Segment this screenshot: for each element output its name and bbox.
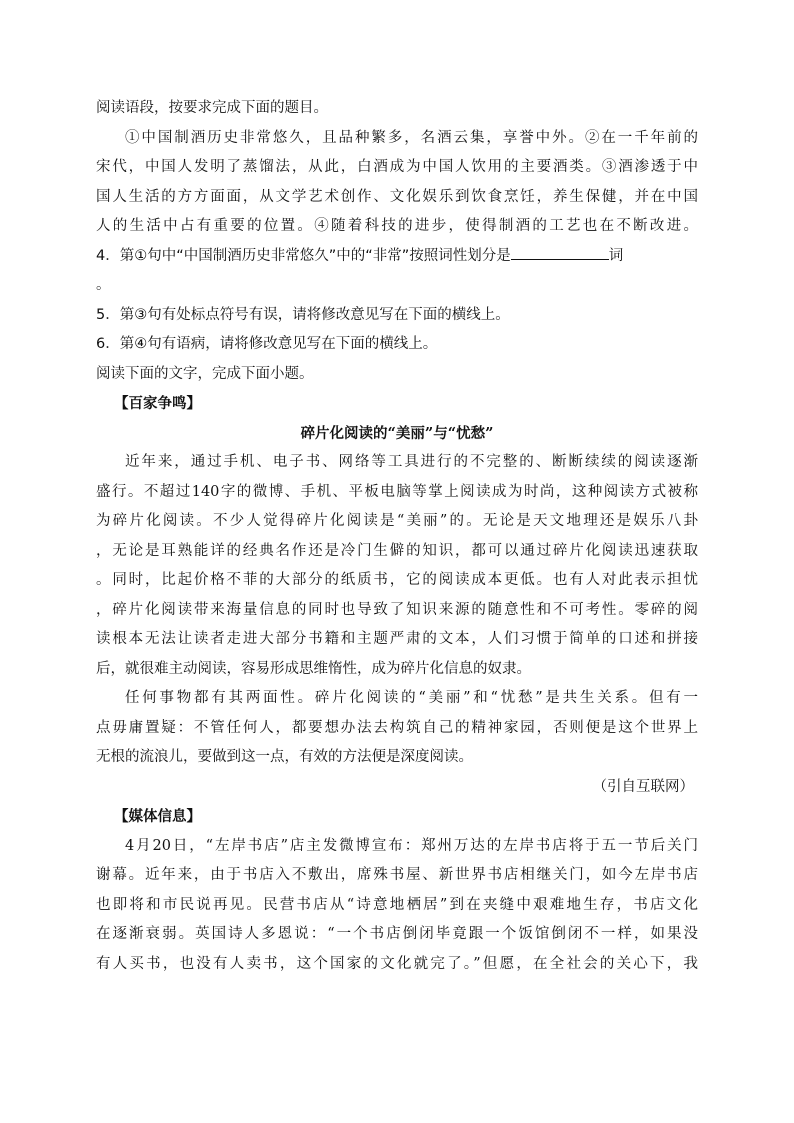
media-line: 在逐渐衰弱。英国诗人多恩说：“一个书店倒闭毕竟跟一个饭馆倒闭不一样，如果没 — [96, 926, 698, 942]
question-4 — [96, 242, 698, 272]
article-line: 近年来，通过手机、电子书、网络等工具进行的不完整的、断断续续的阅读逐渐 — [125, 454, 698, 470]
article-line: 点毋庸置疑：不管任何人，都要想办法去构筑自己的精神家园，否则便是这个世界上 — [96, 719, 698, 736]
section-tag-debate: 【百家争鸣】 — [114, 395, 201, 412]
section1-intro: 阅读语段，按要求完成下面的题目。 — [96, 100, 328, 116]
passage-line: 宋代，中国人发明了蒸馏法，从此，白酒成为中国人饮用的主要酒类。③酒渗透于中 — [96, 159, 698, 175]
media-line: 4月20日，“左岸书店”店主发微博宣布：郑州万达的左岸书店将于五一节后关门 — [125, 837, 698, 854]
question-5: 5．第③句有处标点符号有误，请将修改意见写在下面的横线上。 — [96, 306, 510, 323]
question-4-suffix: 词 — [608, 247, 624, 264]
article-line: 后，就很难主动阅读，容易形成思维惰性，成为碎片化信息的奴隶。 — [96, 660, 531, 677]
article-line: ，碎片化阅读带来海量信息的同时也导致了知识来源的随意性和不可考性。零碎的阅 — [96, 601, 698, 618]
passage-line: 国人生活的方方面面，从文学艺术创作、文化娱乐到饮食烹饪，养生保健，并在中国 — [96, 188, 698, 205]
article-line: 为碎片化阅读。不少人觉得碎片化阅读是“美丽”的。无论是天文地理还是娱乐八卦 — [96, 513, 698, 529]
question-4-end: 。 — [96, 277, 111, 293]
article-line: ，无论是耳熟能详的经典名作还是冷门生僻的知识，都可以通过碎片化阅读迅速获取 — [96, 542, 698, 559]
article-line: 读根本无法让读者走进大部分书籍和主题严肃的文本，人们习惯于简单的口述和拼接 — [96, 631, 698, 647]
document-page — [96, 94, 698, 979]
article-line: 无根的流浪儿，要做到这一点，有效的方法便是深度阅读。 — [96, 749, 473, 765]
article-title: 碎片化阅读的“美丽”与“忧愁” — [300, 424, 494, 442]
passage-line: 人的生活中占有重要的位置。④随着科技的进步，使得制酒的工艺也在不断改进。 — [96, 218, 698, 234]
article-line: 盛行。不超过140字的微博、手机、平板电脑等掌上阅读成为时尚，这种阅读方式被称 — [96, 483, 698, 500]
article-line: 。同时，比起价格不菲的大部分的纸质书，它的阅读成本更低。也有人对此表示担忧 — [96, 572, 698, 588]
media-line: 谢幕。近年来，由于书店入不敷出，席殊书屋、新世界书店相继关门，如今左岸书店 — [96, 867, 698, 883]
answer-blank[interactable] — [511, 245, 609, 260]
question-6: 6．第④句有语病，请将修改意见写在下面的横线上。 — [96, 336, 438, 352]
article-source: （引自互联网） — [592, 778, 694, 795]
section2-intro: 阅读下面的文字，完成下面小题。 — [96, 365, 314, 382]
article-line: 任何事物都有其两面性。碎片化阅读的“美丽”和“忧愁”是共生关系。但有一 — [125, 690, 698, 706]
question-4-text: 4．第①句中“中国制酒历史非常悠久”中的“非常”按照词性划分是 — [96, 247, 511, 264]
media-line: 也即将和市民说再见。民营书店从“诗意地栖居”到在夹缝中艰难地生存，书店文化 — [96, 896, 698, 913]
media-line: 有人买书，也没有人卖书，这个国家的文化就完了。”但愿，在全社会的关心下，我 — [96, 955, 698, 972]
section-tag-media: 【媒体信息】 — [114, 808, 201, 825]
passage-line: ①中国制酒历史非常悠久，且品种繁多，名酒云集，享誉中外。②在一千年前的 — [125, 129, 698, 146]
